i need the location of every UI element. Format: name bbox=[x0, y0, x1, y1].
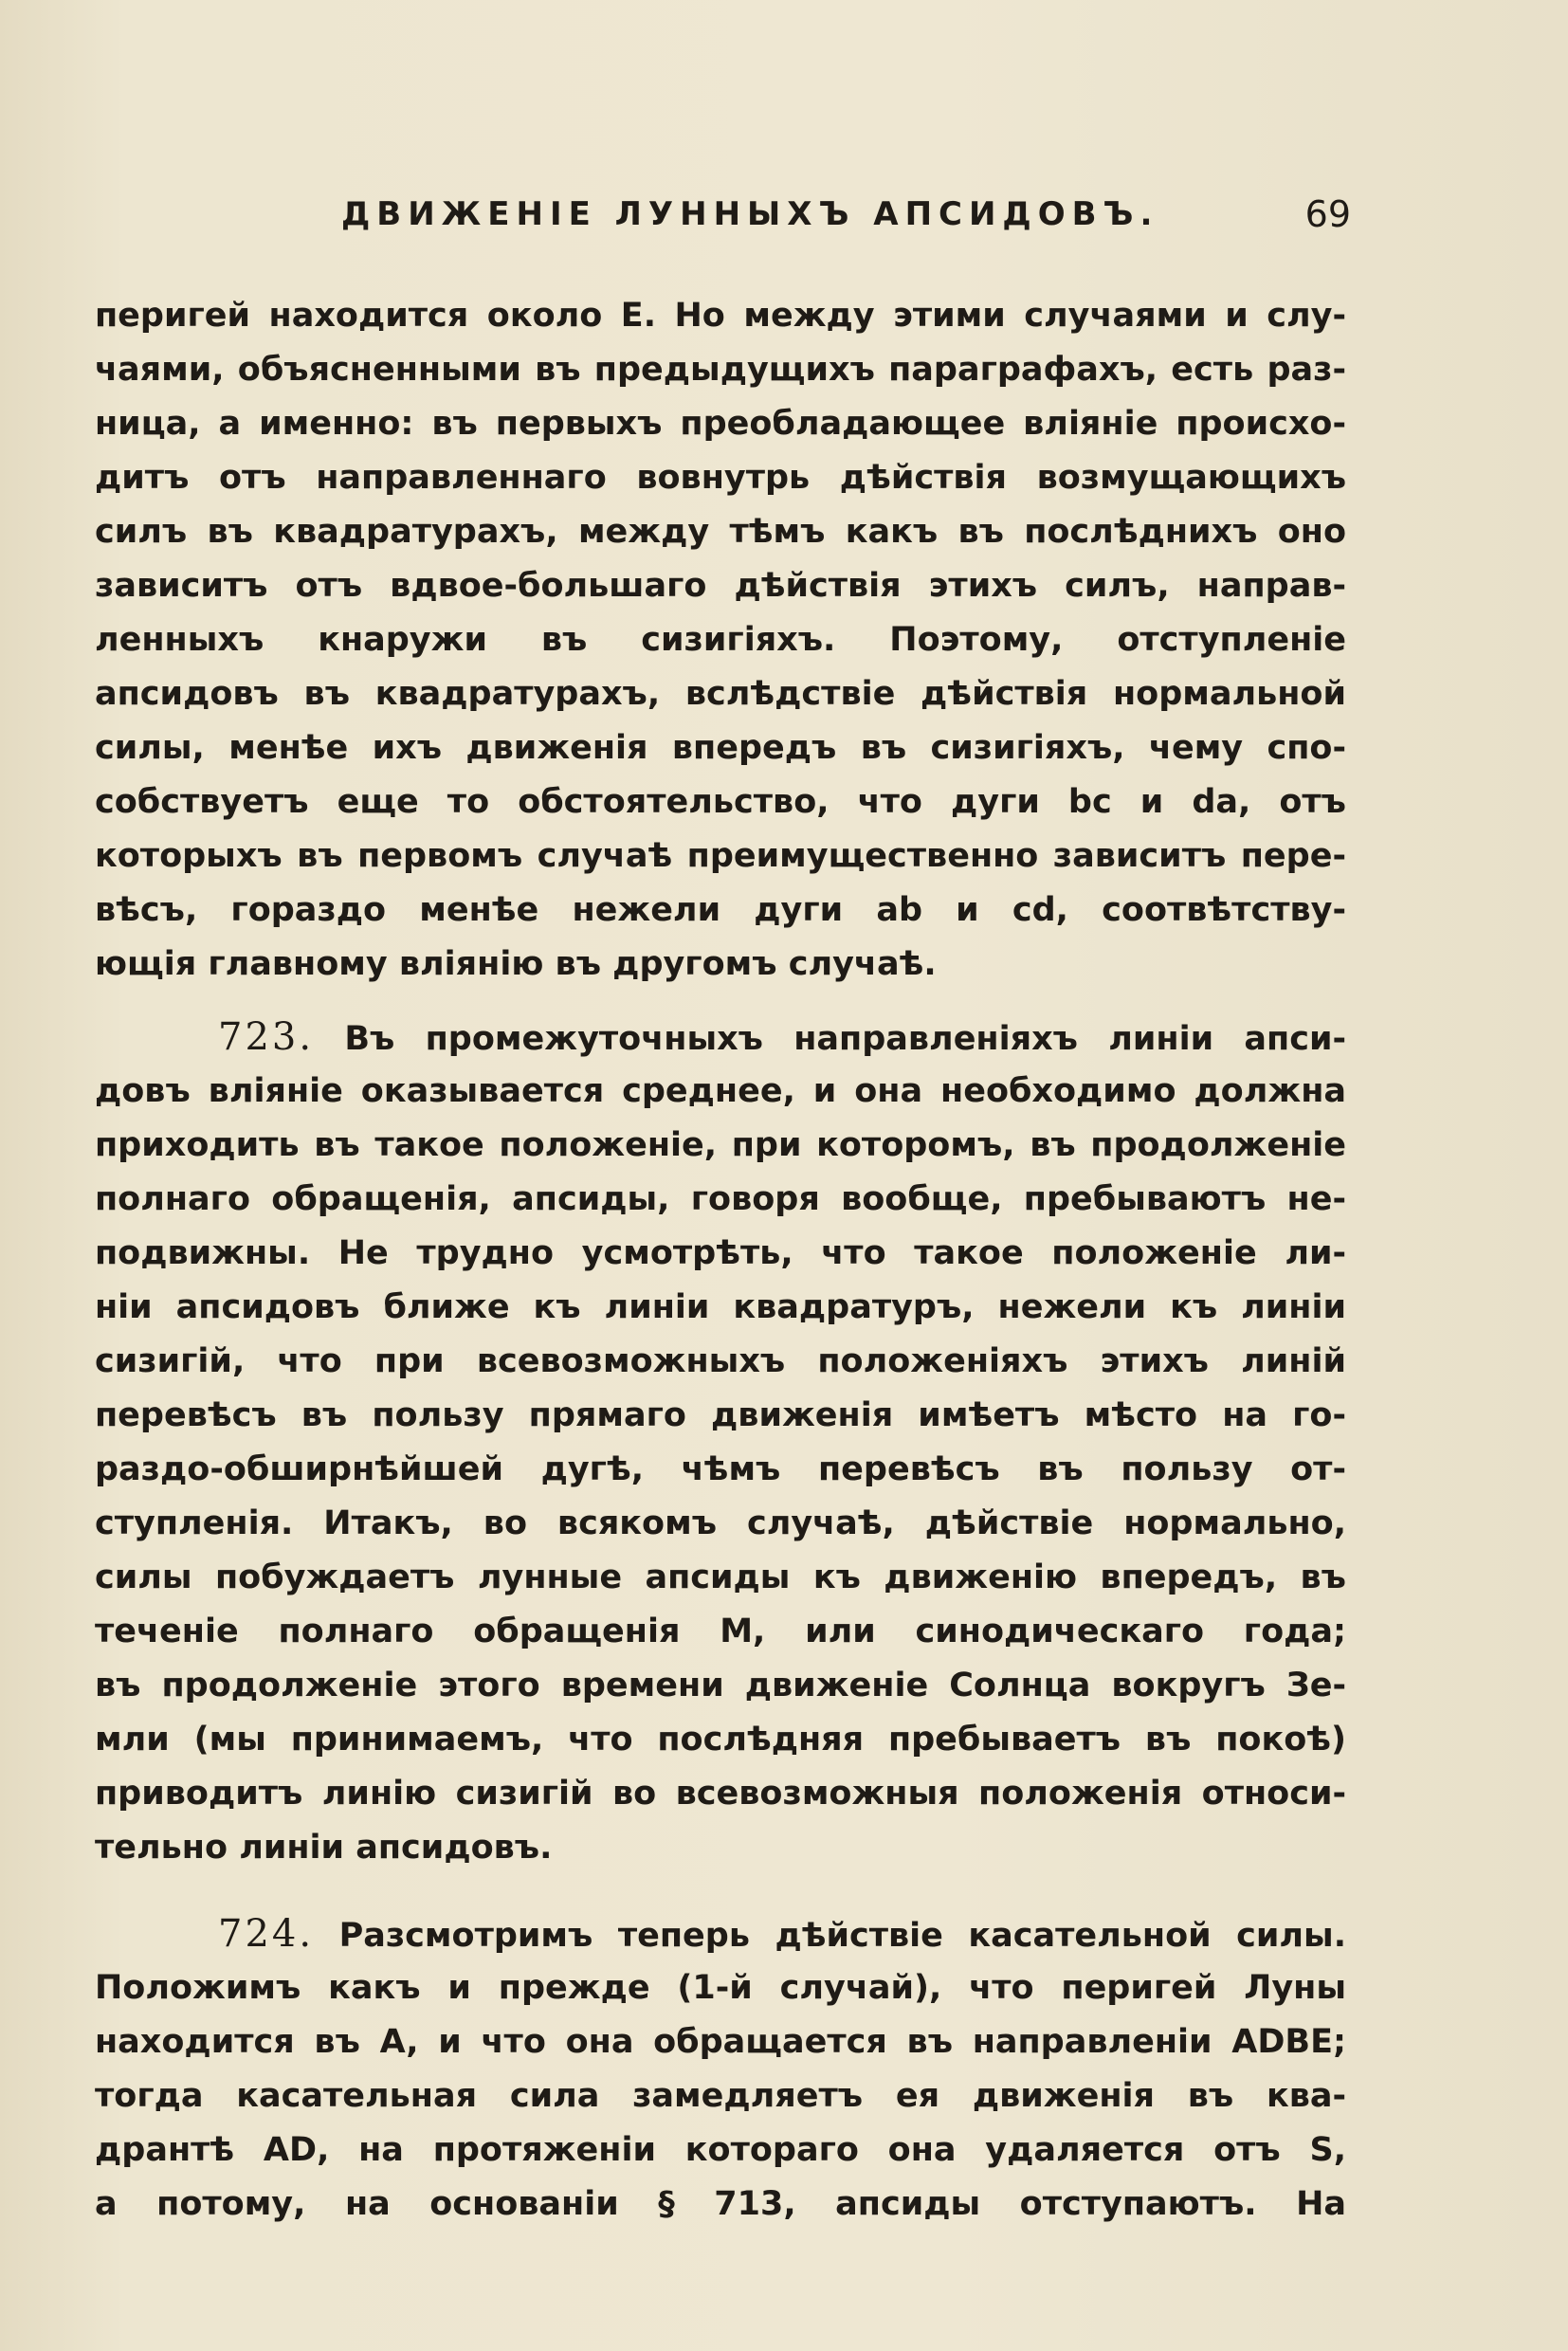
running-head-title: ДВИЖЕНІЕ ЛУННЫХЪ АПСИДОВЪ. bbox=[341, 195, 1159, 233]
text-line: вѣсъ, гораздо менѣе нежели дуги ab и cd, соотвѣтству- bbox=[95, 891, 1346, 929]
text-line: въ продолженіе этого времени движеніе Солнца вокругъ Зе- bbox=[95, 1667, 1346, 1704]
paragraph-723 bbox=[95, 1011, 1346, 1875]
text-line: тогда касательная сила замедляетъ ея движенія въ ква- bbox=[95, 2077, 1346, 2115]
text-line: ступленія. Итакъ, во всякомъ случаѣ, дѣйствіе нормально, bbox=[95, 1504, 1346, 1542]
paragraph-722-continuation bbox=[95, 289, 1346, 992]
text-line: чаями, объясненными въ предыдущихъ параграфахъ, есть раз- bbox=[95, 351, 1346, 389]
text-line: ница, а именно: въ первыхъ преобладающее вліяніе происхо- bbox=[95, 405, 1346, 443]
text-line: силъ въ квадратурахъ, между тѣмъ какъ въ послѣднихъ оно bbox=[95, 513, 1346, 551]
text-line: сизигій, что при всевозможныхъ положеніяхъ этихъ линій bbox=[95, 1342, 1346, 1380]
text-line-content: Въ промежуточныхъ направленіяхъ линіи апси- bbox=[344, 1020, 1346, 1058]
text-line: приводитъ линію сизигій во всевозможныя положенія относи- bbox=[95, 1775, 1346, 1813]
text-line: полнаго обращенія, апсиды, говоря вообще, пребываютъ не- bbox=[95, 1180, 1346, 1218]
text-line: ющія главному вліянію въ другомъ случаѣ. bbox=[95, 945, 937, 983]
text-line: силы побуждаетъ лунные апсиды къ движенію впередъ, въ bbox=[95, 1558, 1346, 1596]
text-line: подвижны. Не трудно усмотрѣть, что такое положеніе ли- bbox=[95, 1234, 1346, 1272]
text-line: раздо-обширнѣйшей дугѣ, чѣмъ перевѣсъ въ пользу от- bbox=[95, 1450, 1346, 1488]
text-line: дрантѣ AD, на протяженіи котораго она удаляется отъ S, bbox=[95, 2131, 1346, 2169]
text-line-content: Разсмотримъ теперь дѣйствіе касательной силы. bbox=[338, 1917, 1346, 1955]
text-line: приходить въ такое положеніе, при которомъ, въ продолженіе bbox=[95, 1126, 1346, 1164]
text-line: ніи апсидовъ ближе къ линіи квадратуръ, нежели къ линіи bbox=[95, 1288, 1346, 1326]
text-line: перигей находится около E. Но между этими случаями и слу- bbox=[95, 297, 1346, 335]
text-line: которыхъ въ первомъ случаѣ преимущественно зависитъ пере- bbox=[95, 837, 1346, 875]
text-line: довъ вліяніе оказывается среднее, и она необходимо должна bbox=[95, 1072, 1346, 1110]
text-line: зависитъ отъ вдвое-большаго дѣйствія этихъ силъ, направ- bbox=[95, 567, 1346, 605]
paragraph-spacer bbox=[95, 1875, 1346, 1907]
text-line: перевѣсъ въ пользу прямаго движенія имѣетъ мѣсто на го- bbox=[95, 1396, 1346, 1434]
text-line: находится въ A, и что она обращается въ направленіи ADBE; bbox=[95, 2023, 1346, 2061]
text-line: апсидовъ въ квадратурахъ, вслѣдствіе дѣйствія нормальной bbox=[95, 675, 1346, 713]
text-line: силы, менѣе ихъ движенія впередъ въ сизигіяхъ, чему спо- bbox=[95, 729, 1346, 767]
text-line: собствуетъ еще то обстоятельство, что дуги bc и da, отъ bbox=[95, 783, 1346, 821]
body-text bbox=[95, 289, 1346, 2232]
text-line bbox=[95, 1011, 1346, 1065]
text-line bbox=[95, 1907, 1346, 1961]
page-number: 69 bbox=[1304, 193, 1351, 235]
text-line: ленныхъ кнаружи въ сизигіяхъ. Поэтому, отступленіе bbox=[95, 621, 1346, 659]
text-line: теченіе полнаго обращенія M, или синодическаго года; bbox=[95, 1613, 1346, 1650]
text-line: тельно линіи апсидовъ. bbox=[95, 1829, 553, 1867]
paragraph-number-723: 723. bbox=[218, 1015, 315, 1059]
running-head bbox=[95, 186, 1351, 243]
paragraph-724 bbox=[95, 1907, 1346, 2232]
text-line: мли (мы принимаемъ, что послѣдняя пребываетъ въ покоѣ) bbox=[95, 1721, 1346, 1759]
paragraph-spacer bbox=[95, 992, 1346, 1011]
text-line: Положимъ какъ и прежде (1-й случай), что перигей Луны bbox=[95, 1969, 1346, 2007]
paragraph-number-724: 724. bbox=[218, 1912, 315, 1956]
text-line: а потому, на основаніи § 713, апсиды отступаютъ. На bbox=[95, 2185, 1346, 2223]
text-line: дитъ отъ направленнаго вовнутрь дѣйствія возмущающихъ bbox=[95, 459, 1346, 497]
